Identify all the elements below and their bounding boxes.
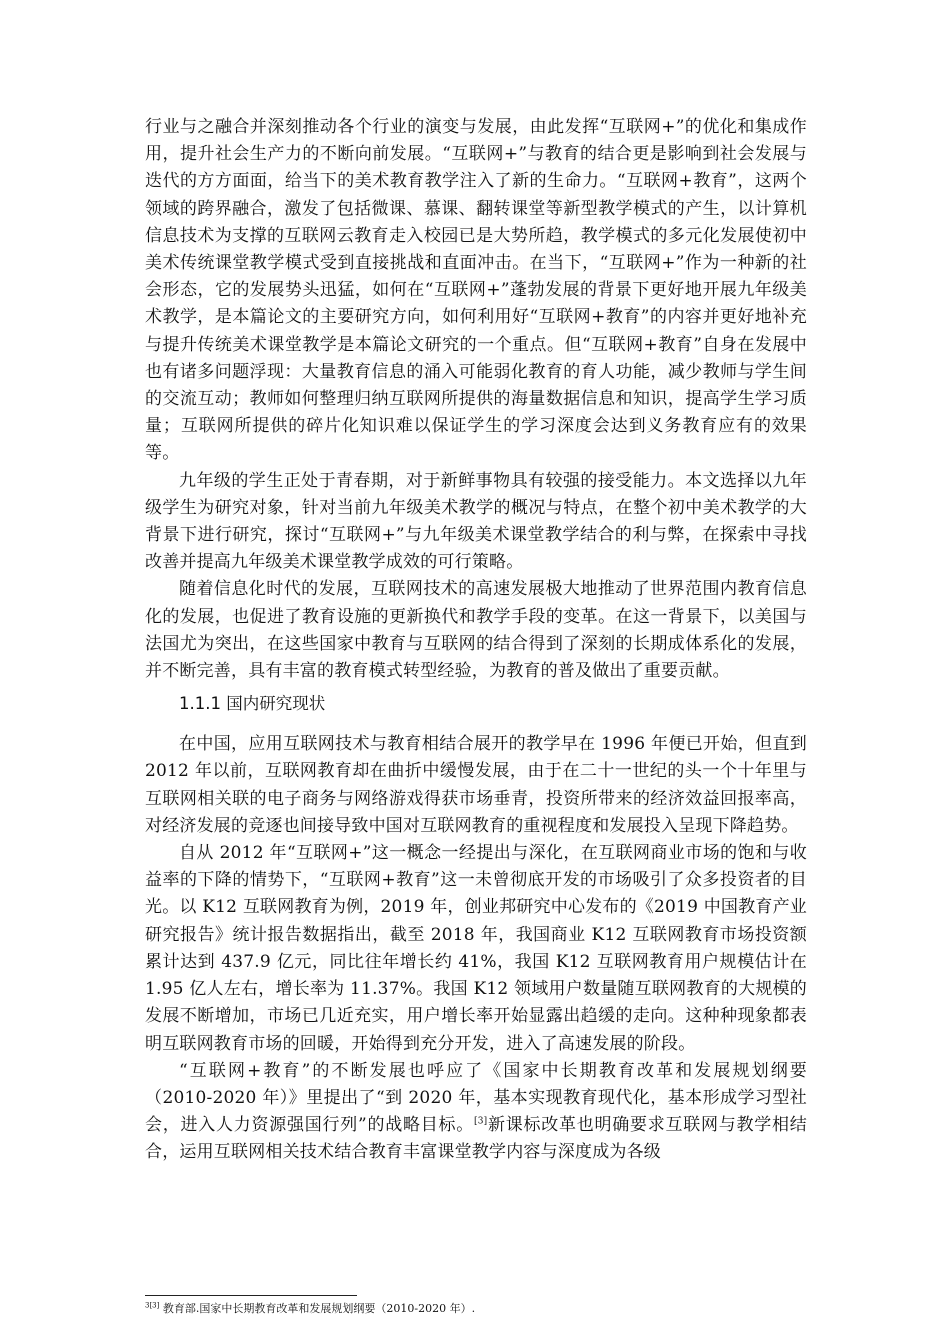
body-paragraph-1: 行业与之融合并深刻推动各个行业的演变与发展，由此发挥“互联网+”的优化和集成作用，提升社会生产力的不断向前发展。“互联网+”与教育的结合更是影响到社会发展与迭代的方方面面，给当下的美术教育教学注入了新的生命力。“互联网+教育”，这两个领域的跨界融合，激发了包括微课、慕课、翻转课堂等新型教学模式的产生，以计算机信息技术为支撑的互联网云教育走入校园已是大势所趋，教学模式的多元化发展使初中美术传统课堂教学模式受到直接挑战和直面冲击。在当下，“互联网+”作为一种新的社会形态，它的发展势头迅猛，如何在“互联网+”蓬勃发展的背景下更好地开展九年级美术教学，是本篇论文的主要研究方向，如何利用好“互联网+教育”的内容并更好地补充与提升传统美术课堂教学是本篇论文研究的一个重点。但“互联网+教育”自身在发展中也有诸多问题浮现：大量教育信息的涌入可能弱化教育的育人功能，减少教师与学生间的交流互动；教师如何整理归纳互联网所提供的海量数据信息和知识，提高学生学习质量；互联网所提供的碎片化知识难以保证学生的学习深度会达到义务教育应有的效果等。	[145, 117, 807, 464]
section-heading: 1.1.1 国内研究现状	[179, 694, 326, 714]
body-paragraph-2: 九年级的学生正处于青春期，对于新鲜事物具有较强的接受能力。本文选择以九年级学生为研究对象，针对当前九年级美术教学的概况与特点，在整个初中美术教学的大背景下进行研究，探讨“互联网+”与九年级美术课堂教学结合的利与弊，在探索中寻找改善并提高九年级美术课堂教学成效的可行策略。	[145, 470, 807, 573]
footnote	[145, 1301, 807, 1317]
section-paragraph-3	[145, 1058, 807, 1167]
section-paragraph-1: 在中国，应用互联网技术与教育相结合展开的教学早在 1996 年便已开始，但直到 2012 年以前，互联网教育却在曲折中缓慢发展，由于在二十一世纪的头一个十年里与互联网相关联的电子商务与网络游戏得获市场垂青，投资所带来的经济效益回报率高，对经济发展的竞逐也间接导致中国对互联网教育的重视程度和发展投入呈现下降趋势。	[145, 734, 807, 836]
footnote-mark: 3[3]	[145, 1301, 160, 1310]
body-paragraph-3: 随着信息化时代的发展，互联网技术的高速发展极大地推动了世界范围内教育信息化的发展，也促进了教育设施的更新换代和教学手段的变革。在这一背景下，以美国与法国尤为突出，在这些国家中教育与互联网的结合得到了深刻的长期成体系化的发展，并不断完善，具有丰富的教育模式转型经验，为教育的普及做出了重要贡献。	[145, 579, 807, 682]
paragraph-text-after-ref: 新课标改革也明确要求互联网与教学相结合，运用互联网相关技术结合教育丰富课堂教学内容与深度成为各级	[145, 1115, 807, 1163]
footnote-divider	[145, 1295, 357, 1296]
citation-mark[interactable]: [3]	[474, 1116, 488, 1127]
paragraph-text-before-ref: “互联网+教育”的不断发展也呼应了《国家中长期教育改革和发展规划纲要（2010-2020 年）》里提出了“到 2020 年，基本实现教育现代化，基本形成学习型社会，进入人力资源强国行列”的战略目标。	[145, 1060, 807, 1136]
footnote-text: 教育部.国家中长期教育改革和发展规划纲要（2010-2020 年）.	[159, 1302, 476, 1315]
section-paragraph-2: 自从 2012 年“互联网+”这一概念一经提出与深化，在互联网商业市场的饱和与收益率的下降的情势下，“互联网+教育”这一未曾彻底开发的市场吸引了众多投资者的目光。以 K12 互联网教育为例，2019 年，创业邦研究中心发布的《2019 中国教育产业研究报告》统计报告数据指出，截至 2018 年，我国商业 K12 互联网教育市场投资额累计达到 437.9 亿元，同比往年增长约 41%，我国 K12 互联网教育用户规模估计在 1.95 亿人左右，增长率为 11.37%。我国 K12 领域用户数量随互联网教育的大规模的发展不断增加，市场已几近充实，用户增长率开始显露出趋缓的走向。这种种现象都表明互联网教育市场的回暖，开始得到充分开发，进入了高速发展的阶段。	[145, 843, 807, 1054]
document-body	[145, 114, 807, 1167]
